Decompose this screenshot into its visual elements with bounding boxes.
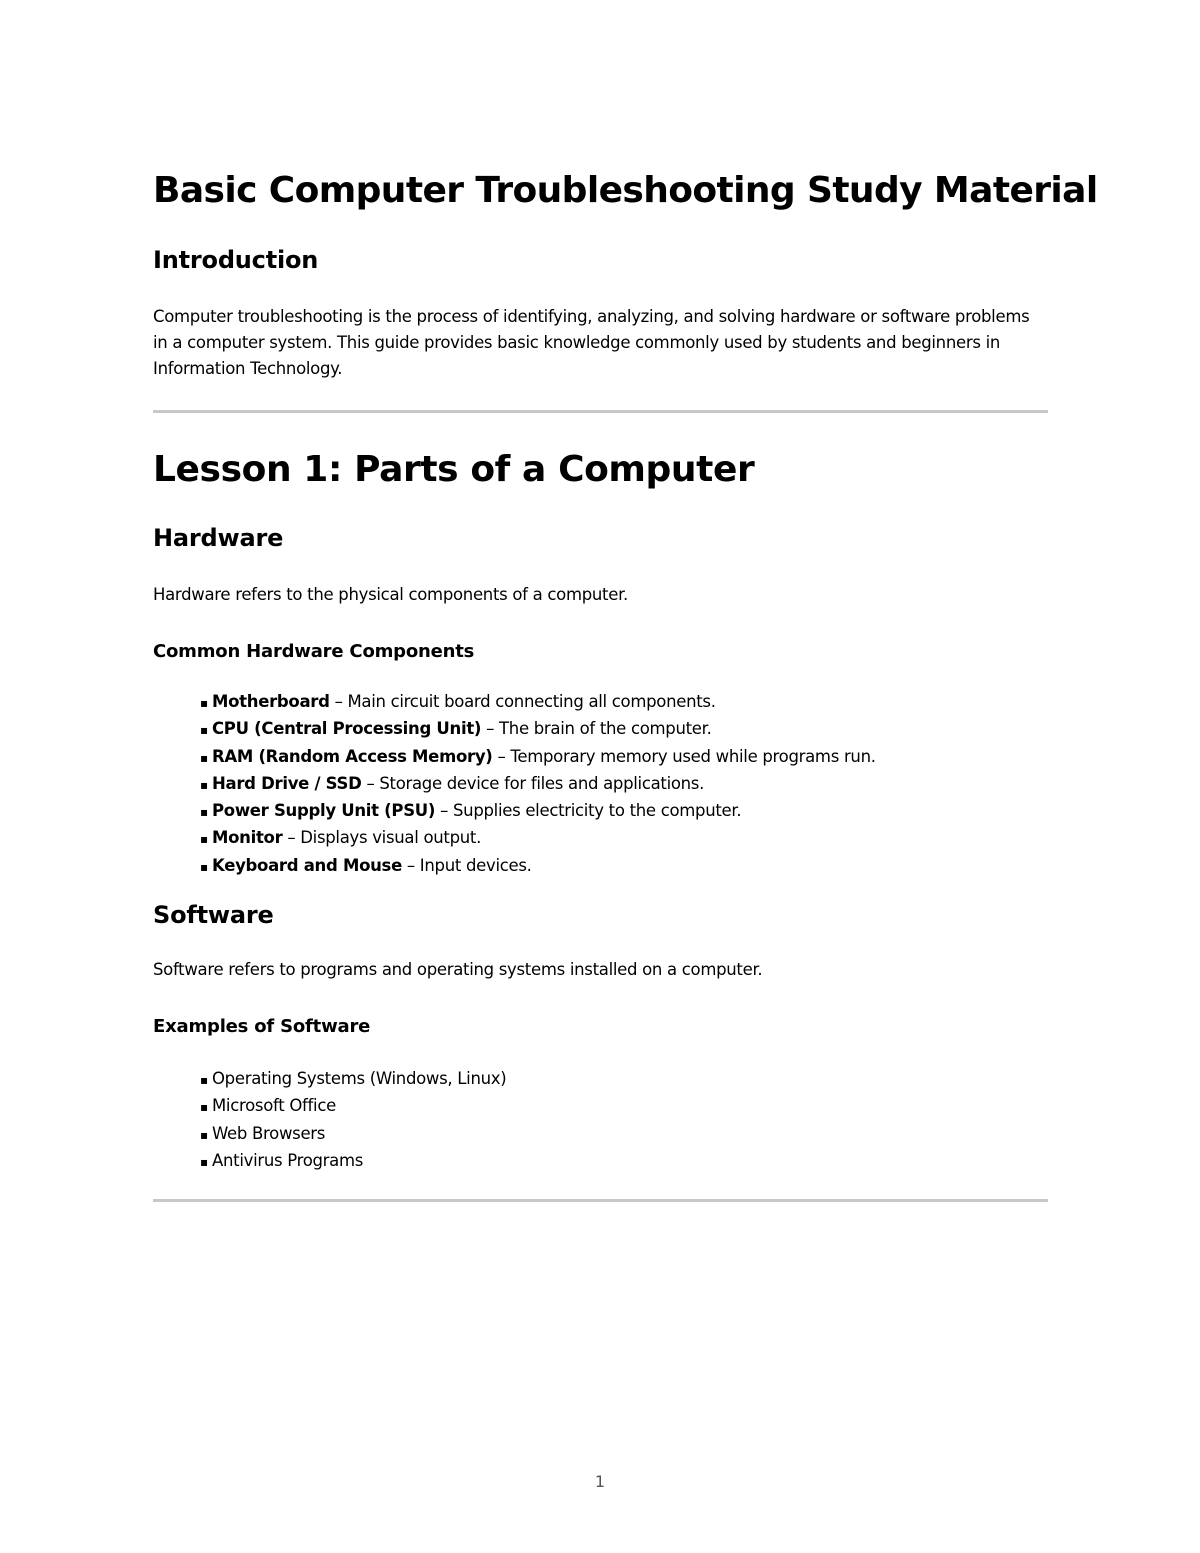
bullet-icon: ▪ [200,777,208,792]
bullet-icon: ▪ [200,696,208,710]
list-item: ▪ Web Browsers [200,1121,506,1148]
list-item: ▪ CPU (Central Processing Unit) – The brain of the computer. [200,716,876,743]
bullet-icon: ▪ [200,859,208,874]
introduction-paragraph: Computer troubleshooting is the process of identifying, analyzing, and solving hardware or software problems in a computer system. This guide provides basic knowledge commonly used by students and beginners in Information Technology. [153,307,1030,378]
introduction-heading: Introduction [153,246,319,274]
list-item: ▪ Operating Systems (Windows, Linux) [200,1066,506,1093]
bullet-icon: ▪ [200,750,208,765]
hardware-components-list [200,689,876,880]
hardware-components-heading: Common Hardware Components [153,641,475,662]
list-item: ▪ Antivirus Programs [200,1148,506,1175]
page-number: 1 [594,1472,606,1491]
bullet-icon: ▪ [200,1100,208,1115]
software-heading: Software [153,901,274,929]
section-divider [153,410,1048,413]
bullet-icon: ▪ [200,832,208,847]
list-item: ▪ Hard Drive / SSD – Storage device for files and applications. [200,771,876,798]
bullet-icon: ▪ [200,805,208,820]
software-paragraph: Software refers to programs and operating systems installed on a computer. [153,960,763,979]
list-item: ▪ Motherboard – Main circuit board connecting all components. [200,689,876,716]
software-examples-list [200,1066,506,1175]
list-item: ▪ Monitor – Displays visual output. [200,825,876,852]
bullet-icon: ▪ [200,1154,208,1169]
bullet-icon: ▪ [200,723,208,738]
list-item: ▪ RAM (Random Access Memory) – Temporary memory used while programs run. [200,744,876,771]
list-item: ▪ Power Supply Unit (PSU) – Supplies electricity to the computer. [200,798,876,825]
bullet-icon: ▪ [200,1127,208,1142]
section-divider [153,1199,1048,1202]
list-item: ▪ Keyboard and Mouse – Input devices. [200,853,876,880]
list-item: ▪ Microsoft Office [200,1093,506,1120]
document-title: Basic Computer Troubleshooting Study Material [153,170,1098,211]
software-examples-heading: Examples of Software [153,1016,371,1037]
hardware-heading: Hardware [153,524,284,552]
hardware-paragraph: Hardware refers to the physical components of a computer. [153,585,628,604]
lesson-1-heading: Lesson 1: Parts of a Computer [153,449,755,490]
bullet-icon: ▪ [200,1073,208,1087]
